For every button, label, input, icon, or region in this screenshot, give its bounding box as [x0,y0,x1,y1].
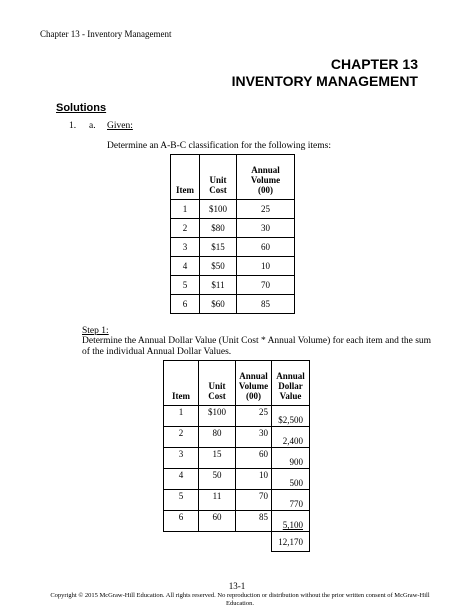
header-annual-volume: Annual Volume (00) [237,155,295,200]
cell-unit-cost: $100 [200,200,237,219]
cell-dollar-value [272,511,310,532]
chapter-title [232,56,418,90]
header-item: Item [164,361,199,406]
cell-unit-cost: $60 [200,295,237,314]
table-header-row [171,155,295,200]
cell-item: 2 [164,427,199,448]
cell-volume: 30 [237,219,295,238]
cell-item: 4 [164,469,199,490]
cell-volume: 30 [236,427,272,448]
header-item: Item [171,155,200,200]
cell-item: 5 [171,276,200,295]
header-annual-dollar-value: Annual Dollar Value [272,361,310,406]
section-title: Solutions [56,102,107,114]
given-label: Given: [107,121,133,131]
copyright-notice: Copyright © 2015 McGraw-Hill Education. All rights reserved. No reproduction or distribution without the prior written consent of McGraw-Hill Education. [50,592,430,607]
table-row [164,469,310,490]
header-unit-cost: Unit Cost [200,155,237,200]
cell-item: 1 [164,406,199,427]
cell-dollar-value: 500 [272,469,310,490]
chapter-number: CHAPTER 13 [330,56,418,72]
cell-volume: 60 [236,448,272,469]
step-description: Determine the Annual Dollar Value (Unit Cost * Annual Volume) for each item and the sum of the individual Annual Dollar Values. [82,336,432,357]
cell-item: 2 [171,219,200,238]
cell-unit-cost: $100 [199,406,236,427]
dollar-value-table [163,360,310,552]
table-row [164,448,310,469]
table-row [171,295,295,314]
cell-volume: 10 [236,469,272,490]
table-row [171,238,295,257]
cell-item: 6 [171,295,200,314]
cell-unit-cost: $11 [200,276,237,295]
table-row [164,490,310,511]
cell-item: 5 [164,490,199,511]
table-row [171,200,295,219]
cell-volume: 85 [236,511,272,532]
cell-unit-cost: 15 [199,448,236,469]
cell-unit-cost: 11 [199,490,236,511]
header-annual-volume: Annual Volume (00) [236,361,272,406]
cell-unit-cost: 60 [199,511,236,532]
cell-unit-cost: $15 [200,238,237,257]
cell-volume: 85 [237,295,295,314]
cell-item: 4 [171,257,200,276]
table-row [164,427,310,448]
cell-unit-cost: $80 [200,219,237,238]
cell-volume: 70 [237,276,295,295]
page-number: 13-1 [228,581,246,591]
problem-instruction: Determine an A-B-C classification for the following items: [107,141,331,151]
cell-dollar-value: $2,500 [272,406,310,427]
problem-part: a. [89,121,96,131]
table-total-row [164,532,310,552]
table-header-row [164,361,310,406]
table-row [171,276,295,295]
cell-item: 6 [164,511,199,532]
cell-unit-cost: 50 [199,469,236,490]
running-header: Chapter 13 - Inventory Management [40,29,172,39]
table-row [171,219,295,238]
header-unit-cost: Unit Cost [199,361,236,406]
total-spacer [164,532,272,552]
cell-volume: 25 [237,200,295,219]
cell-volume: 25 [236,406,272,427]
cell-volume: 10 [237,257,295,276]
cell-unit-cost: $50 [200,257,237,276]
table-row [171,257,295,276]
step-label: Step 1: [82,326,109,336]
cell-volume: 70 [236,490,272,511]
cell-item: 1 [171,200,200,219]
cell-item: 3 [164,448,199,469]
cell-dollar-value: 770 [272,490,310,511]
cell-item: 3 [171,238,200,257]
cell-total-dollar-value: 12,170 [272,532,310,552]
cell-dollar-value: 2,400 [272,427,310,448]
cell-unit-cost: 80 [199,427,236,448]
cell-volume: 60 [237,238,295,257]
dollar-value-underlined: 5,100 [282,520,303,530]
table-row [164,406,310,427]
cell-dollar-value: 900 [272,448,310,469]
chapter-name: INVENTORY MANAGEMENT [231,73,418,89]
table-row [164,511,310,532]
problem-number: 1. [69,121,77,131]
given-items-table [170,154,295,314]
